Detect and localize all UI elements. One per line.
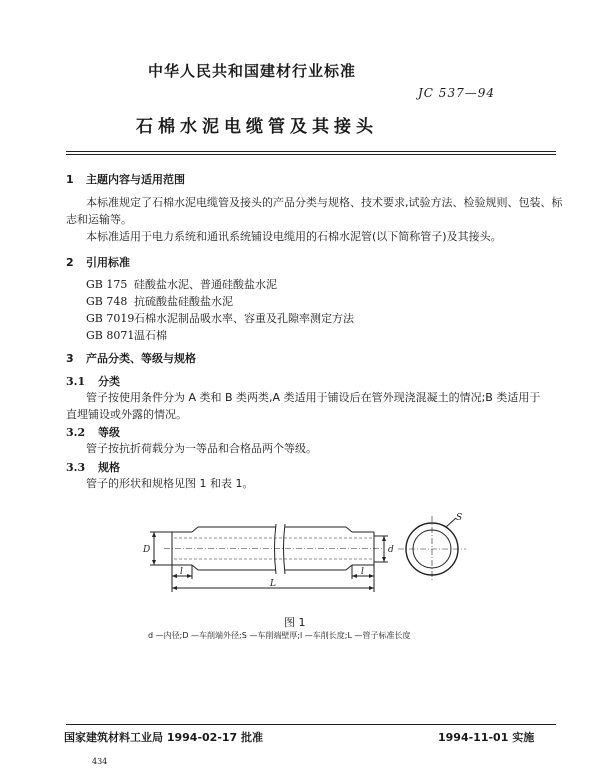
section-2-title: 引用标准 bbox=[86, 256, 130, 269]
issuing-body: 中华人民共和国建材行业标准 bbox=[148, 62, 357, 80]
section-1-paragraph-1-line-2: 志和运输等。 bbox=[66, 213, 132, 226]
label-wall-thickness: S bbox=[456, 513, 463, 523]
label-standard-length: L bbox=[270, 579, 276, 589]
header-rule-thin bbox=[66, 154, 556, 155]
subsection-3-1-line-2: 直埋铺设或外露的情况。 bbox=[66, 408, 187, 421]
section-1-paragraph-2: 本标准适用于电力系统和通讯系统铺设电缆用的石棉水泥管(以下简称管子)及其接头。 bbox=[86, 230, 502, 243]
reference-code: GB 748 bbox=[86, 295, 128, 308]
subsection-3-1-number: 3.1 bbox=[66, 375, 86, 388]
figure-legend: d —内径;D —车削端外径;S —车削端壁厚;l —车削长度;L —管子标准长度 bbox=[148, 631, 411, 640]
header-rule bbox=[66, 151, 556, 152]
label-outer-diameter: D bbox=[143, 545, 151, 555]
subsection-3-3-text: 管子的形状和规格见图 1 和表 1。 bbox=[86, 477, 254, 490]
section-2-number: 2 bbox=[66, 256, 74, 269]
section-3-heading bbox=[66, 350, 196, 366]
label-inner-diameter: d bbox=[388, 545, 394, 555]
reference-code: GB 7019 bbox=[86, 312, 135, 325]
section-1-title: 主题内容与适用范围 bbox=[86, 173, 185, 186]
section-3-number: 3 bbox=[66, 352, 74, 365]
reference-item bbox=[86, 310, 354, 326]
label-turned-length-right: l bbox=[361, 567, 364, 577]
subsection-3-1-line-1: 管子按使用条件分为 A 类和 B 类两类,A 类适用于铺设后在管外现浇混凝土的情况;B 类适用于 bbox=[86, 391, 541, 404]
reference-title: 温石棉 bbox=[134, 329, 167, 342]
implementation-date: 1994-11-01 实施 bbox=[438, 731, 535, 744]
section-1-heading bbox=[66, 171, 185, 187]
reference-title: 抗硫酸盐硅酸盐水泥 bbox=[134, 295, 233, 308]
subsection-3-2-title: 等级 bbox=[98, 426, 120, 439]
reference-item bbox=[86, 276, 277, 292]
subsection-3-2-number: 3.2 bbox=[66, 426, 86, 439]
subsection-3-3-number: 3.3 bbox=[66, 461, 86, 474]
footer-rule bbox=[66, 724, 556, 725]
subsection-3-3-title: 规格 bbox=[98, 461, 120, 474]
section-2-heading bbox=[66, 254, 130, 270]
reference-item bbox=[86, 293, 233, 309]
section-1-number: 1 bbox=[66, 173, 74, 186]
reference-title: 石棉水泥制品吸水率、容重及孔隙率测定方法 bbox=[134, 312, 354, 325]
reference-item bbox=[86, 327, 167, 343]
page-number: 434 bbox=[92, 757, 108, 766]
subsection-3-2-text: 管子按抗折荷载分为一等品和合格品两个等级。 bbox=[86, 442, 317, 455]
figure-1-pipe-drawing bbox=[140, 510, 470, 610]
label-turned-length-left: l bbox=[180, 567, 183, 577]
section-3-title: 产品分类、等级与规格 bbox=[86, 352, 196, 365]
subsection-3-1-heading bbox=[66, 373, 120, 389]
reference-code: GB 175 bbox=[86, 278, 128, 291]
approval-line: 国家建筑材料工业局 1994-02-17 批准 bbox=[64, 731, 264, 744]
section-1-paragraph-1-line-1: 本标准规定了石棉水泥电缆管及接头的产品分类与规格、技术要求,试验方法、检验规则、包装、标 bbox=[86, 196, 563, 209]
standard-code: JC 537—94 bbox=[418, 86, 495, 100]
subsection-3-1-title: 分类 bbox=[98, 375, 120, 388]
subsection-3-3-heading bbox=[66, 459, 120, 475]
figure-caption: 图 1 bbox=[284, 616, 306, 629]
subsection-3-2-heading bbox=[66, 424, 120, 440]
reference-title: 硅酸盐水泥、普通硅酸盐水泥 bbox=[134, 278, 277, 291]
reference-code: GB 8071 bbox=[86, 329, 135, 342]
document-title: 石棉水泥电缆管及其接头 bbox=[136, 117, 378, 137]
